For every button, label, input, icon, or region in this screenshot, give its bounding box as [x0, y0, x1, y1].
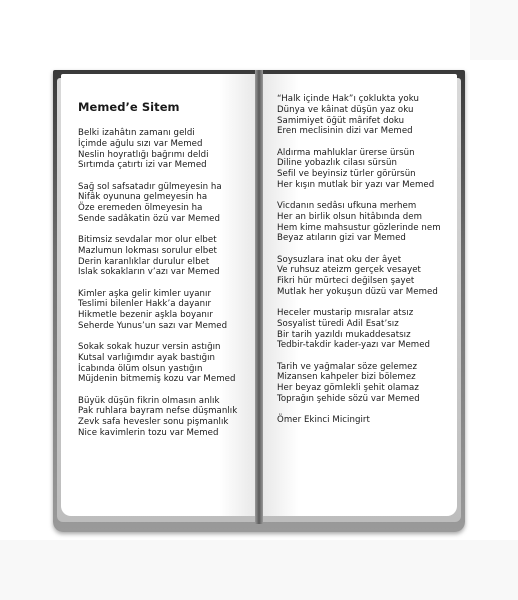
poem-line: Sırtımda çatırtı izi var Memed: [78, 160, 207, 171]
poem-line: Her an birlik olsun hitâbında dem: [277, 211, 423, 222]
poem-line: Samimiyet öğüt mârifet doku: [277, 115, 405, 126]
stanza: [277, 148, 441, 191]
stanza: [78, 289, 237, 332]
poem-line: Neslin hoyratlığı bağrımı deldi: [78, 149, 209, 160]
poem-line: Soysuzlara inat oku der âyet: [277, 254, 402, 265]
poem-line: Sefil ve beyinsiz türler görürsün: [277, 169, 416, 179]
poem-line: Sokak sokak huzur versin astığın: [78, 342, 221, 352]
stanza: [78, 235, 237, 278]
poem-line: Nifâk oyununa gelmeyesin ha: [78, 192, 208, 203]
stanza: [78, 342, 237, 385]
poem-line: Kimler aşka gelir kimler uyanır: [78, 288, 212, 299]
book-spine: [255, 70, 263, 524]
poem-line: Islak sokakların v’azı var Memed: [78, 267, 220, 278]
poem-line: Öze eremeden ölmeyesin ha: [78, 203, 203, 213]
poem-line: İcabında ölüm olsun yastığın: [78, 363, 203, 374]
poem-line: Hem kime mahsustur gözlerinde nem: [277, 222, 441, 233]
poem-title: Memed’e Sitem: [78, 100, 180, 114]
poem-line: Vicdanın sedâsı ufkuna merhem: [277, 201, 417, 211]
poem-line: Dünya ve kâinat düşün yaz oku: [277, 104, 414, 115]
poem-line: Sosyalist türedi Adil Esat’sız: [277, 318, 399, 329]
stanza: [78, 396, 237, 439]
poem-line: İçimde ağulu sızı var Memed: [78, 138, 203, 149]
stanza: [277, 201, 441, 244]
poem-line: Tarih ve yağmalar söze gelemez: [277, 361, 418, 372]
stanza: [277, 94, 441, 137]
poem-line: Mazlumun lokması sorulur elbet: [78, 245, 217, 256]
poem-line: Mizansen kahpeler bizi bölemez: [277, 372, 416, 383]
poem-line: Toprağın şehide sözü var Memed: [277, 393, 420, 404]
poem-line: Eren meclisinin dizi var Memed: [277, 126, 413, 137]
poem-line: Kutsal varlığımdır ayak bastığın: [78, 352, 216, 363]
poem-line: Zevk safa hevesler sonu pişmanlık: [78, 417, 229, 427]
stanza: [78, 128, 237, 171]
poem-line: Heceler mustarip mısralar atsız: [277, 308, 414, 318]
poem-author: Ömer Ekinci Micingirt: [277, 415, 370, 425]
poem-line: Mutlak her yokuşun düzü var Memed: [277, 286, 438, 297]
poem-line: Diline yobazlık cilası sürsün: [277, 158, 397, 169]
poem-line: Aldırma mahluklar ürerse ürsün: [277, 147, 415, 158]
poem-line: Büyük düşün fikrin olmasın anlık: [78, 395, 220, 406]
left-page-text: [78, 97, 237, 449]
poem-line: Seherde Yunus’un sazı var Memed: [78, 320, 228, 331]
poem-line: Her beyaz gömlekli şehit olamaz: [277, 383, 419, 393]
poem-line: Sağ sol safsatadır gülmeyesin ha: [78, 181, 222, 192]
stanza: [277, 255, 441, 298]
poem-line: Hikmetle bezenir aşkla boyanır: [78, 310, 213, 320]
right-page-text: [277, 94, 441, 426]
poem-line: Derin karanlıklar durulur elbet: [78, 256, 210, 267]
poem-line: Tedbir-takdir kader-yazı var Memed: [277, 340, 431, 351]
poem-line: Pak ruhlara bayram nefse düşmanlık: [78, 406, 238, 417]
poem-line: Müjdenin bitmemiş kozu var Memed: [78, 374, 236, 385]
poem-line: “Halk içinde Hak”ı çoklukta yoku: [277, 94, 419, 104]
poem-line: Sende sadâkatin özü var Memed: [78, 213, 220, 224]
poem-line: Fikri hür mürteci değilsen şayet: [277, 276, 415, 286]
poem-line: Ve ruhsuz ateizm gerçek vesayet: [277, 265, 421, 276]
poem-line: Her kışın mutlak bir yazı var Memed: [277, 179, 435, 190]
poem-line: Bir tarih yazıldı mukaddesatsız: [277, 329, 411, 340]
stanza: [277, 308, 441, 351]
poem-line: Beyaz atıların gizi var Memed: [277, 233, 406, 244]
left-stanzas: [78, 128, 237, 439]
poem-line: Teslimi bilenler Hakk’a dayanır: [78, 299, 212, 310]
stanza: [78, 182, 237, 225]
right-stanzas: [277, 94, 441, 405]
stanza: [277, 362, 441, 405]
poem-line: Belki izahâtın zamanı geldi: [78, 128, 195, 138]
poem-line: Nice kavimlerin tozu var Memed: [78, 427, 219, 438]
poem-line: Bitimsiz sevdalar mor olur elbet: [78, 235, 217, 245]
